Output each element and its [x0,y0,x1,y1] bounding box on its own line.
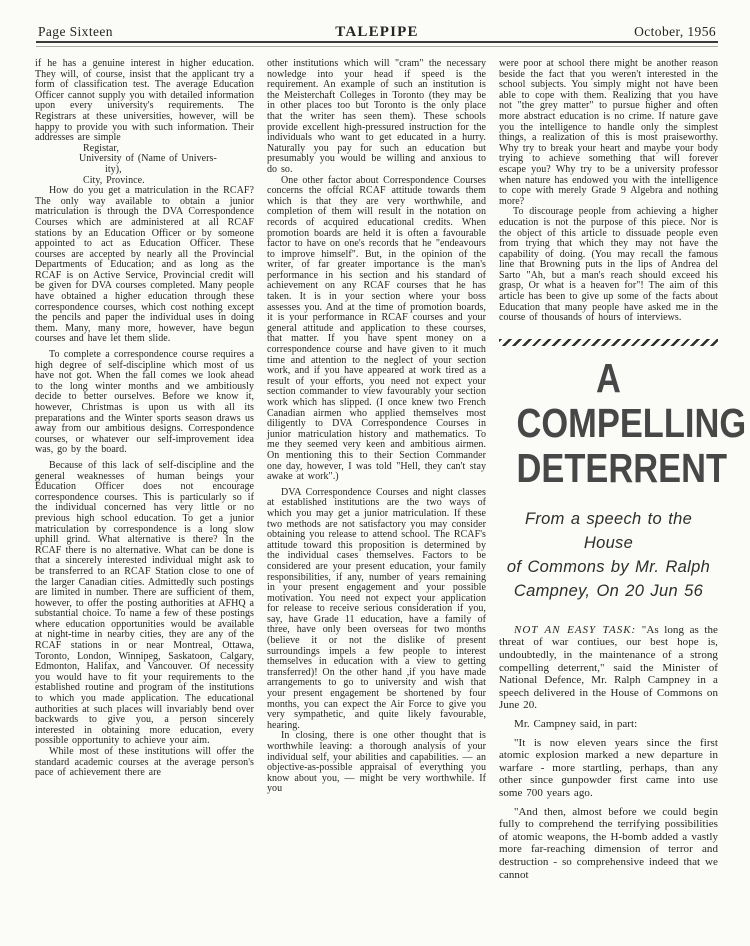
article-headline [516,354,747,491]
speech-lead-in: NOT AN EASY TASK: [514,623,637,636]
rope-divider [499,339,718,346]
address-block [35,144,254,186]
page-number-label: Page Sixteen [38,24,113,39]
masthead-title: TALEPIPE [335,24,419,40]
speech-paragraph: "It is now eleven years since the first atomic explosion marked a new departure in warfare - more startling, perhaps, than any other since gunpowder first came into use some 700 years ago. [499,736,718,799]
article-columns [35,58,747,916]
paragraph: other institutions which will "cram" the necessary nowledge into your head if speed is the requirement. An example of such an institution is the Meisterchaft Colleges in Toronto (they may be in other places too but Toronto is the only place that the writer has seen them). These schools provide excellent high-pressured instruction for the individuals who want to get educated in a hurry. Naturally you pay for such an education but presumably you would be willing and anxious to do so. [267,58,486,175]
subhead-line: of Commons by Mr. Ralph [506,557,711,576]
paragraph: To complete a correspondence course requires a high degree of self-discipline which most of us have not got. When the fall comes we look ahead to the long winter months and we ambitiously decide to better ourselves. Before we know it, however, Christmas is upon us with all its preparations and the Winter sports season draws us away from our ambitious designs. Correspondence courses, or whatever our self-improvement idea was, go by the board. [35,349,254,456]
page-header [38,24,716,41]
speech-body [499,624,718,881]
issue-date: October, 1956 [634,24,716,39]
column-1 [35,59,254,916]
headline-line: DETERRENT [516,444,728,491]
subhead-line: From a speech to the House [524,509,693,552]
speech-text: "As long as the threat of war contiues, our best hope is, undoubtedly, in the maintenance of a strong compelling deterrent," said the Minister of National Defence, Mr. Ralph Campney in a speech delivered in the House of Commons on June 20. [499,623,718,712]
address-line: Registar, [83,142,119,154]
article-subhead [499,507,718,603]
column-2 [267,59,486,916]
paragraph: While most of these institutions will offer the standard academic courses at the average person's pace of achievement there are [35,746,254,779]
header-rule [36,41,718,47]
address-line: University of (Name of Univers- [79,153,217,165]
paragraph: if he has a genuine interest in higher education. They will, of course, insist that the applicant try a form of classification test. The average Education Officer cannot supply you with detailed information upon every university's requirements. The Registrars at these universities, however, will be happy to provide you with such information. Their addresses are simple [35,58,255,144]
speech-paragraph: Mr. Campney said, in part: [514,718,638,730]
column-3 [499,58,747,916]
headline-line: A [596,354,621,401]
address-line: ity), [105,163,122,175]
paragraph: One other factor about Correspondence Courses concerns the offcial RCAF attitude towards them which is that they are very worthwhile, and completion of them will result in the notation on records of acquired educational credits. When promotion boards are held it is often a favourable factor to have on one's records that he "endeavours to improve himself". But, in the opinion of the writer, of far greater importance is the man's performance in his section and his standard of achievement on any RCAF courses that he has taken. It is in your section where your boss assesses you. And at the time of promotion boards, it is your performance in RCAF courses and your general attitude and application to these courses, that matter. If you have spent money on a correspondence course and have given to it much time and attention to the neglect of your section work, and if you have appeared at work tired as a result of your efforts, you need not expect your section commander to view favourably your section work which has slipped. (I once knew two French Canadian airmen who applied themselves most diligently to DVA Correspondence Courses in junior matriculation history and mathematics. To me they seemed very keen and ambitious airmen. On mentioning this to their Section Commander one day, however, I was told "Hell, they can't stay awake at work".) [267,174,486,483]
paragraph: were poor at school there might be another reason beside the fact that you weren't interested in the school subjects. You simply might not have been able to cope with them. Realizing that you have not "the grey matter" to pursue higher and often more abstract education is no crime. If nature gave you the intelligence to handle only the simplest things, a realization of this is most praiseworthy. Why try to break your heart and maybe your body trying to achieve something that will forever escape you? Why try to be a university professor when nature has endowed you with the intelligence to cope with merely Grade 9 Algebra and nothing more? [499,58,718,207]
headline-line: COMPELLING [516,399,747,446]
paragraph: Because of this lack of self-discipline and the general weaknesses of human beings your Education Officer does not encourage correspondence courses. This is particularly so if the individual concerned has very little or no previous high school education. To get a junior matriculation by correspondence is a long slow uphill grind. What alternative is there? In the RCAF there is no alternative. What can be done is that a sincerely interested individual might ask to be transferred to an RCAF Station close to one of the larger Canadian cities. Admittedly such postings are limited in number. There are sufficient of them, however, to offer the posting authorities at AFHQ a substantial choice. To name a few of these postings where education opportunities would be available at night-time in nearby cities, they are any of the RCAF stations in or near Montreal, Ottawa, Toronto, London, Winnipeg, Saskatoon, Calgary, Edmonton, Halifax, and Vancouver. Of necessity you would have to fit your requirements to the established routine and program of the institutions to which you made application. The educational authorities at such places will invariably bend over backwards to give you, a person sincerely interested in obtaining more education, every possible opportunity to achieve your aim. [35,459,254,747]
paragraph: DVA Correspondence Courses and night classes at established institutions are the two ways of which you may get a junior matriculation. If these two methods are not satisfactory you may consider obtaining you release to attend school. The RCAF's attitude toward this proposition is determined by the individual cases themselves. Factors to be considered are your present education, your family responsibilities, if any, number of years remaining in your present engagement and your possible motivation. You need not expect your application for release to receive serious consideration if you, say, have Grade 11 education, have a family of three, have only been overseas for two months (believe it or not the dislike of present surroundings impels a few people to interest themselves in education with a view to getting transferred)! On the other hand ,if you have made arrangements to go to university and wish that your present engagement be shortened by four months, you can expect the Air Force to give you very sympathetic, and quite likely favourable, hearing. [267,486,486,731]
speech-paragraph: "And then, almost before we could begin fully to comprehend the terrifying possibilities of atomic weapons, the H-bomb added a vastly more far-reaching dimension of terror and destruction - so comprehensive indeed that we cannot [499,805,718,881]
address-line: City, Province. [83,174,145,186]
speech-paragraph [499,624,718,712]
paragraph: To discourage people from achieving a higher education is not the purpose of this piece. Nor is the object of this article to dissuade people even from trying that which they may not have the capability of doing. (You may recall the famous line that Browning puts in the lips of Andrea del Sarto "Ah, but a man's reach should exceed his grasp, Or what is a heaven for"! The aim of this article has been to give up some of the facts about Education that many people have asked me in the course of thousands of hours of interviews. [499,206,718,324]
paragraph: In closing, there is one other thought that is worthwhile leaving: a thorough analysis of your individual self, your abilities and capabilities. — an objective-as-possible appraisal of everything you know about you, — might be very worthwhile. If you [267,730,486,795]
subhead-line: Campney, On 20 Jun 56 [513,581,704,600]
paragraph: How do you get a matriculation in the RCAF? The only way available to obtain a junior matriculation is through the DVA Correspondence Courses which are administered at all RCAF stations by an Education Officer or by someone appointed to act as Education Officer. These courses are accepted by nearly all the Provincial Departments of Education; and as long as the RCAF is on Active Service, Provincial credit will be given for DVA courses completed. Many people have obtained a higher education through these correspondence courses, which cost nothing except the pencils and paper the individual uses in doing them. Many, many more, however, have begun courses and have let them slide. [35,185,254,345]
